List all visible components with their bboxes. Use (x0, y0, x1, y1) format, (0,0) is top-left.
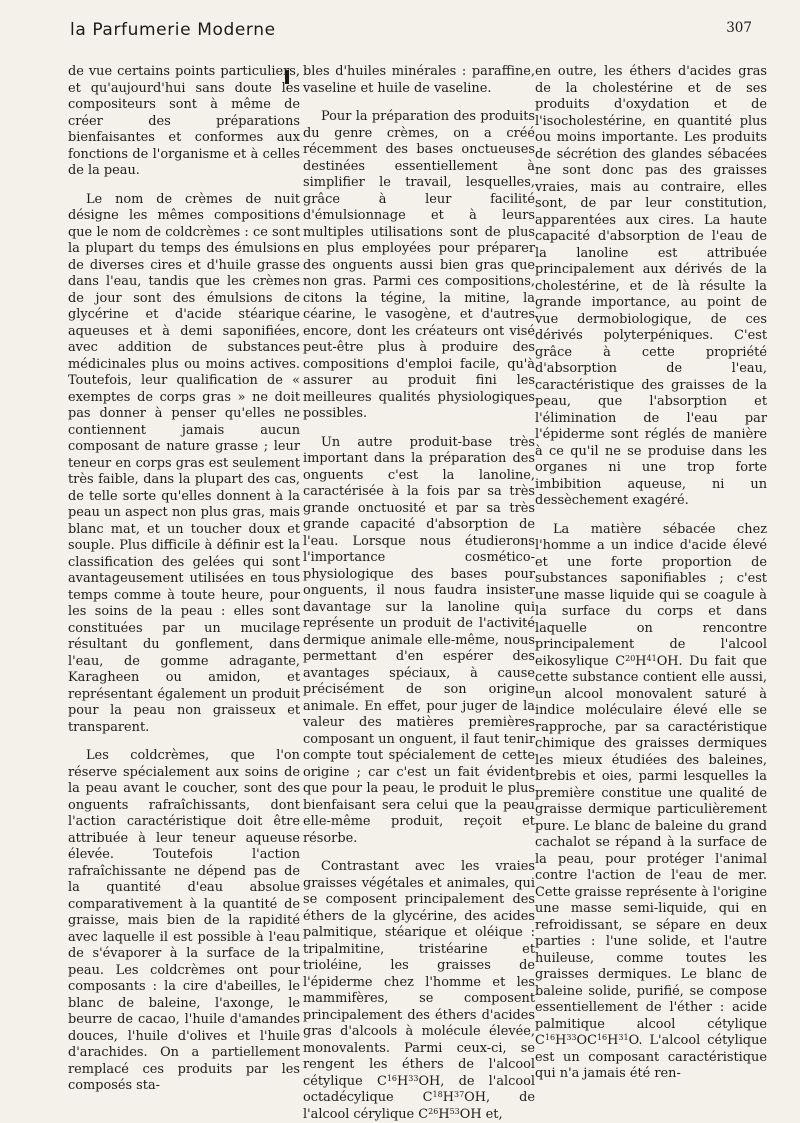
subscript-number: 16 (386, 1073, 398, 1083)
text-run: O. L'alcool cétylique est un composant caractéristique qui n'a jamais été ren- (535, 1033, 767, 1081)
subscript-number: 16 (544, 1033, 556, 1042)
text-run: OH et, (459, 1106, 503, 1122)
paragraph: Un autre produit-base très important dans la préparation des onguents c'est la lanoline, caractérisée à la fois par sa très grande onctuosité et par sa très grande capacité d'absorption de l'eau. Lorsque nous étudierons l'importance cosmético-physiologique des bases pour onguents, il nous faudra insister davantage sur la lanoline qui représente un produit de l'activité dermique animale elle-même, nous permettant d'en espérer des avantages spéciaux, à cause précisément de son origine animale. En effet, pour juger de la valeur des matières premières composant un onguent, il faut tenir compte tout spécialement de cette origine ; car c'est un fait évident que pour la peau, le produit le plus bienfaisant sera celui que la peau elle-même produit, reçoit et résorbe. (303, 434, 535, 846)
text-run: H (442, 1090, 454, 1105)
subscript-number: 33 (408, 1073, 419, 1083)
text-column-2 (303, 64, 535, 1123)
subscript-number: 16 (596, 1033, 608, 1042)
subscript-number: 53 (449, 1106, 460, 1116)
paragraph (535, 522, 767, 1083)
subscript-number: 37 (453, 1090, 465, 1099)
subscript-number: 41 (646, 653, 657, 663)
journal-title: la Parfumerie Moderne (70, 20, 276, 40)
text-run: OH, de l'alcool octadécylique C (303, 1073, 536, 1105)
paragraph (303, 859, 535, 1123)
paragraph: Les coldcrèmes, que l'on réserve spécialement aux soins de la peau avant le coucher, sont des onguents rafraîchissants, dont l'action caractéristique doit être attribuée à leur teneur aqueuse élevée. Toutefois l'action rafraîchissante ne dépend pas de la quantité d'eau absolue comparativement à la quantité de graisse, mais bien de la rapidité avec laquelle il est possible à l'eau de s'évaporer à la surface de la peau. Les coldcrèmes ont pour composants : la cire d'abeilles, le blanc de baleine, l'axonge, le beurre de cacao, l'huile d'amandes douces, l'huile d'olives et l'huile d'arachides. On a partiellement remplacé ces produits par les composés sta- (68, 748, 300, 1093)
paragraph: bles d'huiles minérales : paraffine, vaseline et huile de vaseline. (303, 64, 535, 96)
text-run: OH. Du fait que cette substance contient elle aussi, un alcool monovalent saturé à indice moléculaire élevé elle se rapproche, par sa caractéristique chimique des graisses dermiques les mieux étudiées des baleines, brebis et oies, parmi lesquelles la première constitue une qualité de graisse dermique particulièrement pure. Le blanc de baleine du grand cachalot se répand à la surface de la peau, pour protéger l'animal contre l'action de l'eau de mer. Cette graisse représente à l'origine une masse semi-liquide, qui en refroidissant, se sépare en deux parties : l'une solide, et l'autre huileuse, comme toutes les graisses dermiques. Le blanc de baleine solide, purifié, se compose essentiellement de l'éther : acide palmitique alcool cétylique C (535, 653, 767, 1048)
text-run: Contrastant avec les vraies graisses végétales et animales, qui se composent principalement des éthers de la glycérine, des acides palmitique, stéarique et oléique : tripalmitine, tristéarine et trioléine, les graisses de l'épiderme chez l'homme et les mammifères, se composent principalement des éthers d'acides gras d'alcools à molécule élevée, monovalents. Parmi ceux-ci, se rengent les éthers de l'alcool cétylique C (303, 859, 535, 1089)
subscript-number: 26 (428, 1106, 439, 1116)
text-run: H (397, 1073, 409, 1089)
paragraph: de vue certains points particuliers, et qu'aujourd'hui sans doute les compositeurs sont à même de créer des préparations bienfaisantes et conformes aux fonctions de l'organisme et à celles de la peau. (68, 64, 300, 178)
subscript-number: 18 (432, 1090, 443, 1099)
text-run: La matière sébacée chez l'homme a un indice d'acide élevé et une forte proportion de substances saponifiables ; c'est une masse liquide qui se coagule à la surface du corps et dans laquelle on rencontre principalement de l'alcool eikosylique C (535, 521, 767, 669)
text-run: H (555, 1033, 567, 1048)
paragraph: en outre, les éthers d'acides gras de la cholestérine et de ses produits d'oxydation et de l'isocholestérine, en quantité plus ou moins importante. Les produits de sécrétion des glandes sébacées ne sont donc pas des graisses vraies, mais au contraire, elles sont, de par leur constitution, apparentées aux cires. La haute capacité d'absorption de l'eau de la lanoline est attribuée principalement aux dérivés de la cholestérine, et de là résulte la grande importance, au point de vue dermobiologique, de ces dérivés polyterpéniques. C'est grâce à cette propriété d'absorption de l'eau, caractéristique des graisses de la peau, que l'absorption et l'élimination de l'eau par l'épiderme sont réglés de manière à ce qu'il ne se produise dans les organes ni une trop forte imbibition aqueuse, ni un dessèchement exagéré. (535, 64, 767, 508)
text-column-1 (68, 64, 300, 1095)
page-number: 307 (726, 20, 752, 36)
text-run: H (635, 653, 647, 669)
page-header (0, 0, 800, 50)
text-run: H (438, 1106, 450, 1122)
subscript-number: 20 (625, 653, 636, 663)
subscript-number: 31 (618, 1033, 629, 1042)
text-run: H (607, 1033, 619, 1048)
text-column-3 (535, 64, 767, 1083)
paragraph: Pour la préparation des produits du genre crèmes, on a créé récemment des bases onctueuses destinées essentiellement à simplifier le travail, lesquelles, grâce à leur facilité d'émulsionnage et à leurs multiples utilisations sont de plus en plus employées pour préparer des onguents aussi bien gras que non gras. Parmi ces compositions, citons la tégine, la mitine, la céarine, le vasogène, et d'autres encore, dont les créateurs ont visé peut-être plus à produire des compositions d'emploi facile, qu'à assurer au produit fini les meilleures qualités physiologiques possibles. (303, 109, 535, 421)
subscript-number: 33 (566, 1033, 577, 1042)
text-run: OC (576, 1033, 597, 1048)
paragraph: Le nom de crèmes de nuit désigne les mêmes compositions que le nom de coldcrèmes : ce sont la plupart du temps des émulsions de diverses cires et d'huile grasse dans l'eau, tandis que les crèmes de jour sont des émulsions de glycérine et d'acide stéarique aqueuses et à demi saponifiées, avec addition de substances médicinales plus ou moins actives. Toutefois, leur qualification de « exemptes de corps gras » ne doit pas donner à penser qu'elles ne contiennent jamais aucun composant de nature grasse ; leur teneur en corps gras est seulement très faible, dans la plupart des cas, de telle sorte qu'elles donnent à la peau un aspect non plus gras, mais blanc mat, et un toucher doux et souple. Plus difficile à définir est la classification des gelées qui sont avantageusement utilisées en tous temps comme à toute heure, pour les soins de la peau : elles sont constituées par un mucilage résultant du gonflement, dans l'eau, de gomme adragante, Karagheen ou amidon, et représentant également un produit pour la peau non graisseux et transparent. (68, 191, 300, 735)
text-run: OH, de l'alcool cérylique C (303, 1090, 535, 1122)
